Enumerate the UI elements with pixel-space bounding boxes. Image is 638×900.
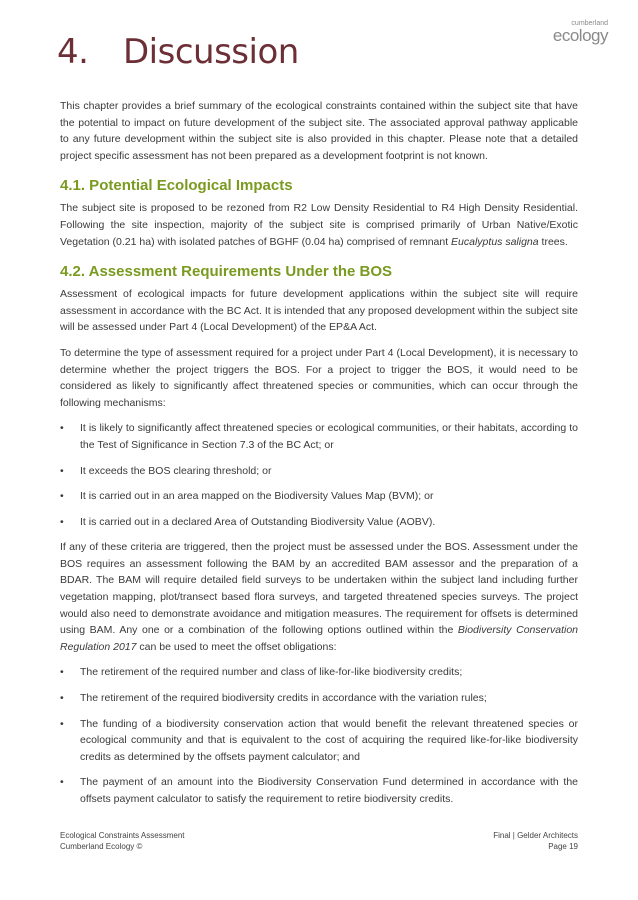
list-item [60,664,578,681]
bullet-icon: • [60,490,64,503]
list-item [60,690,578,707]
chapter-number: 4. [57,32,89,72]
chapter-title-text: Discussion [123,32,299,72]
regulation-name: Biodiversity Conservation Regulation 2017 [60,624,578,653]
bullet-icon: • [60,776,64,789]
page-footer [60,830,578,852]
bullet-icon: • [60,717,64,730]
copyright: Cumberland Ecology © [60,841,143,851]
text: If any of these criteria are triggered, then the project must be assessed under the BOS. Assessment under the BOS requires an assessment following the BAM by an accredited BAM assessor and the preparation of a BDAR. The BAM will require detailed field surveys to be undertaken within the subject land including further vegetation mapping, plot/transect based flora surveys, and targeted threatened species surveys. The project would also need to demonstrate avoidance and mitigation measures. The requirement for offsets is determined using BAM. Any one or a combination of the following options outlined within the [60,541,578,637]
bullet-icon: • [60,666,64,679]
text: The subject site is proposed to be rezoned from R2 Low Density Residential to R4 High Density Residential. Following the site inspection, majority of the subject site is comprised primarily of Urban Native/Exotic Vegetation (0.21 ha) with isolated patches of BGHF (0.04 ha) comprised of remnant [60,202,578,248]
list-item-text: It is likely to significantly affect threatened species or ecological communities, or their habitats, according to the Test of Significance in Section 7.3 of the BC Act; or [80,422,578,451]
list-item-text: The retirement of the required number and class of like-for-like biodiversity credits; [80,666,463,679]
section-4-1-paragraph [60,200,578,250]
footer-right [493,830,578,852]
trigger-list [60,420,578,530]
logo-top-text: cumberland [571,20,608,27]
list-item-text: The retirement of the required biodiversity credits in accordance with the variation rules; [80,692,487,705]
bullet-icon: • [60,464,64,477]
chapter-title [57,30,578,74]
list-item-text: It is carried out in a declared Area of Outstanding Biodiversity Value (AOBV). [80,515,436,528]
logo-bottom-text: ecology [552,26,608,45]
list-item [60,420,578,453]
list-item [60,716,578,766]
section-4-2-paragraph-3 [60,539,578,655]
bullet-icon: • [60,515,64,528]
list-item [60,488,578,505]
text: can be used to meet the offset obligations: [136,640,337,653]
offset-options-list [60,664,578,807]
intro-paragraph: This chapter provides a brief summary of the ecological constraints contained within the subject site that have the potential to impact on future development of the subject site. The associated approval pathway applicable to any future development within the subject site is also provided in this chapter. Please note that a detailed project specific assessment has not been prepared as a development footprint is not known. [60,100,578,162]
bullet-icon: • [60,422,64,435]
list-item-text: It is carried out in an area mapped on the Biodiversity Values Map (BVM); or [80,490,434,503]
section-4-2-paragraph-1: Assessment of ecological impacts for future development applications within the subject site will require assessment in accordance with the BC Act. It is intended that any proposed development within the subject site will be assessed under Part 4 (Local Development) of the EP&A Act. [60,288,578,334]
list-item-text: The payment of an amount into the Biodiversity Conservation Fund determined in accordance with the offsets payment calculator to satisfy the requirement to retire biodiversity credits. [80,776,578,805]
section-4-2-paragraph-2: To determine the type of assessment required for a project under Part 4 (Local Development), it is necessary to determine whether the project triggers the BOS. For a project to trigger the BOS, it would need to be considered as likely to significantly affect threatened species or communities, which can occur through the following mechanisms: [60,346,578,409]
list-item [60,774,578,807]
section-4-2-heading: 4.2. Assessment Requirements Under the BOS [60,263,393,281]
section-4-1-heading: 4.1. Potential Ecological Impacts [60,177,293,195]
list-item [60,463,578,480]
document-title: Ecological Constraints Assessment [60,830,185,840]
text: trees. [538,235,568,248]
list-item [60,514,578,531]
list-item-text: The funding of a biodiversity conservation action that would benefit the relevant threatened species or ecological community and that is equivalent to the cost of acquiring the required like-for-like biodiversity credits as determined by the offsets payment calculator; and [80,717,578,763]
bullet-icon: • [60,692,64,705]
page-number: Page 19 [548,841,578,851]
species-name: Eucalyptus saligna [451,235,539,248]
list-item-text: It exceeds the BOS clearing threshold; or [80,464,272,477]
document-status: Final | Gelder Architects [493,830,578,840]
footer-left [60,830,185,852]
